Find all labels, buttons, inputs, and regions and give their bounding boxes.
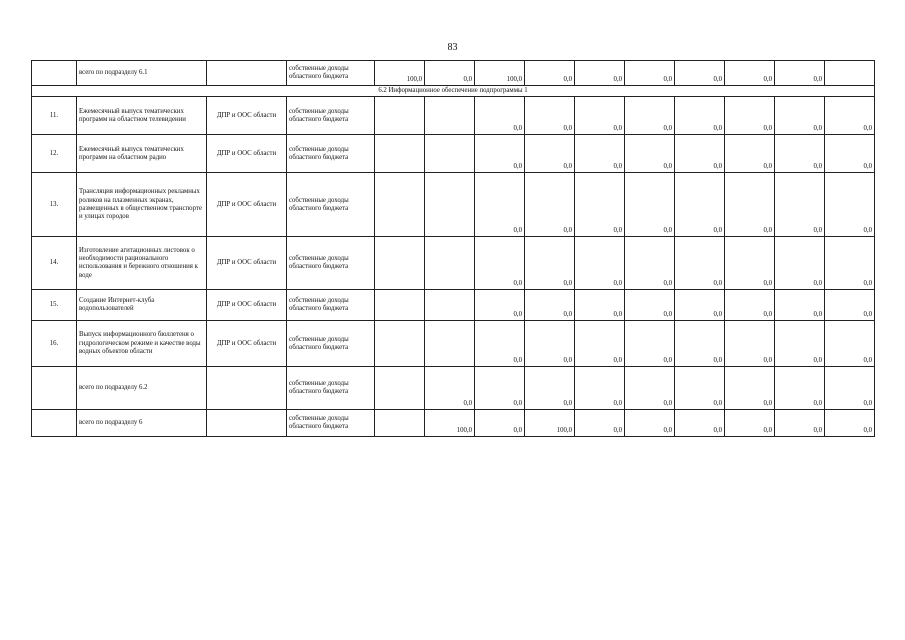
table-row bbox=[32, 135, 875, 173]
row-source: собственные доходы областного бюджета bbox=[287, 97, 375, 135]
value-cell: 0,0 bbox=[475, 97, 525, 135]
row-name: всего по подразделу 6.2 bbox=[77, 367, 207, 410]
value-cell: 0,0 bbox=[725, 410, 775, 437]
value-cell: 0,0 bbox=[775, 173, 825, 237]
value-cell: 0,0 bbox=[575, 61, 625, 86]
row-org bbox=[207, 367, 287, 410]
value-cell bbox=[375, 237, 425, 290]
value-cell bbox=[375, 367, 425, 410]
value-cell: 0,0 bbox=[625, 97, 675, 135]
value-cell: 0,0 bbox=[525, 173, 575, 237]
row-number: 12. bbox=[32, 135, 77, 173]
total-row bbox=[32, 410, 875, 437]
table-row bbox=[32, 321, 875, 367]
row-source: собственные доходы областного бюджета bbox=[287, 290, 375, 321]
row-name: Создание Интернет-клуба водопользователей bbox=[77, 290, 207, 321]
value-cell: 0,0 bbox=[525, 135, 575, 173]
table-row bbox=[32, 290, 875, 321]
value-cell: 100,0 bbox=[475, 61, 525, 86]
value-cell bbox=[425, 135, 475, 173]
value-cell: 0,0 bbox=[575, 367, 625, 410]
value-cell: 0,0 bbox=[525, 237, 575, 290]
value-cell: 0,0 bbox=[575, 97, 625, 135]
row-org bbox=[207, 61, 287, 86]
value-cell: 0,0 bbox=[625, 290, 675, 321]
value-cell: 0,0 bbox=[425, 61, 475, 86]
value-cell: 0,0 bbox=[775, 97, 825, 135]
value-cell: 0,0 bbox=[775, 321, 825, 367]
row-number: 11. bbox=[32, 97, 77, 135]
row-org: ДПР и ООС области bbox=[207, 173, 287, 237]
value-cell: 0,0 bbox=[525, 367, 575, 410]
row-number: 16. bbox=[32, 321, 77, 367]
value-cell: 0,0 bbox=[675, 237, 725, 290]
row-org: ДПР и ООС области bbox=[207, 97, 287, 135]
value-cell: 0,0 bbox=[475, 237, 525, 290]
value-cell: 0,0 bbox=[725, 367, 775, 410]
row-name: Трансляция информационных рекламных роликов на плазменных экранах, размещенных в общественном транспорте и улицах городов bbox=[77, 173, 207, 237]
value-cell: 0,0 bbox=[675, 173, 725, 237]
value-cell: 0,0 bbox=[825, 173, 875, 237]
value-cell: 0,0 bbox=[775, 237, 825, 290]
value-cell bbox=[375, 97, 425, 135]
row-number: 13. bbox=[32, 173, 77, 237]
value-cell: 0,0 bbox=[575, 410, 625, 437]
value-cell bbox=[375, 321, 425, 367]
value-cell: 0,0 bbox=[675, 410, 725, 437]
value-cell: 0,0 bbox=[575, 321, 625, 367]
value-cell: 0,0 bbox=[475, 173, 525, 237]
row-name: Ежемесячный выпуск тематических программ на областном радио bbox=[77, 135, 207, 173]
value-cell: 0,0 bbox=[675, 321, 725, 367]
value-cell: 0,0 bbox=[775, 410, 825, 437]
value-cell: 0,0 bbox=[825, 290, 875, 321]
value-cell: 0,0 bbox=[575, 135, 625, 173]
value-cell: 0,0 bbox=[725, 290, 775, 321]
row-number: 15. bbox=[32, 290, 77, 321]
value-cell: 0,0 bbox=[675, 290, 725, 321]
value-cell: 0,0 bbox=[825, 97, 875, 135]
subtotal-row bbox=[32, 367, 875, 410]
row-name: Изготовление агитационных листовок о необходимости рационального использования и бережного отношения к воде bbox=[77, 237, 207, 290]
value-cell bbox=[425, 237, 475, 290]
value-cell: 0,0 bbox=[675, 61, 725, 86]
value-cell: 0,0 bbox=[775, 61, 825, 86]
row-source: собственные доходы областного бюджета bbox=[287, 135, 375, 173]
row-number bbox=[32, 410, 77, 437]
value-cell bbox=[375, 410, 425, 437]
row-number bbox=[32, 61, 77, 86]
row-org: ДПР и ООС области bbox=[207, 135, 287, 173]
value-cell: 0,0 bbox=[825, 367, 875, 410]
value-cell: 0,0 bbox=[725, 135, 775, 173]
value-cell: 0,0 bbox=[625, 173, 675, 237]
value-cell: 0,0 bbox=[725, 173, 775, 237]
value-cell: 0,0 bbox=[475, 290, 525, 321]
row-org: ДПР и ООС области bbox=[207, 321, 287, 367]
value-cell bbox=[825, 61, 875, 86]
row-source: собственные доходы областного бюджета bbox=[287, 410, 375, 437]
value-cell bbox=[375, 290, 425, 321]
value-cell bbox=[425, 173, 475, 237]
value-cell bbox=[425, 290, 475, 321]
value-cell: 0,0 bbox=[675, 135, 725, 173]
value-cell: 100,0 bbox=[425, 410, 475, 437]
table-row bbox=[32, 97, 875, 135]
value-cell: 0,0 bbox=[475, 135, 525, 173]
row-number: 14. bbox=[32, 237, 77, 290]
value-cell: 0,0 bbox=[725, 61, 775, 86]
value-cell: 0,0 bbox=[775, 135, 825, 173]
row-source: собственные доходы областного бюджета bbox=[287, 237, 375, 290]
value-cell: 100,0 bbox=[375, 61, 425, 86]
value-cell: 0,0 bbox=[675, 367, 725, 410]
row-org: ДПР и ООС области bbox=[207, 290, 287, 321]
value-cell: 0,0 bbox=[525, 321, 575, 367]
section-heading: 6.2 Информационное обеспечение подпрограммы 1 bbox=[32, 86, 875, 97]
value-cell: 0,0 bbox=[775, 290, 825, 321]
value-cell: 0,0 bbox=[725, 321, 775, 367]
value-cell: 0,0 bbox=[475, 410, 525, 437]
table-row bbox=[32, 61, 875, 86]
value-cell bbox=[425, 321, 475, 367]
value-cell: 0,0 bbox=[625, 237, 675, 290]
value-cell: 0,0 bbox=[575, 237, 625, 290]
row-name: всего по подразделу 6 bbox=[77, 410, 207, 437]
table-row bbox=[32, 237, 875, 290]
value-cell: 0,0 bbox=[725, 97, 775, 135]
value-cell: 0,0 bbox=[575, 173, 625, 237]
value-cell: 0,0 bbox=[525, 61, 575, 86]
value-cell: 0,0 bbox=[825, 237, 875, 290]
row-source: собственные доходы областного бюджета bbox=[287, 367, 375, 410]
value-cell: 0,0 bbox=[525, 97, 575, 135]
row-org bbox=[207, 410, 287, 437]
row-name: Ежемесячный выпуск тематических программ на областном телевидении bbox=[77, 97, 207, 135]
value-cell: 0,0 bbox=[625, 367, 675, 410]
table-row bbox=[32, 173, 875, 237]
value-cell: 0,0 bbox=[625, 61, 675, 86]
row-number bbox=[32, 367, 77, 410]
value-cell bbox=[375, 135, 425, 173]
value-cell: 0,0 bbox=[625, 321, 675, 367]
page-number: 83 bbox=[447, 42, 458, 53]
row-org: ДПР и ООС области bbox=[207, 237, 287, 290]
value-cell: 100,0 bbox=[525, 410, 575, 437]
value-cell: 0,0 bbox=[525, 290, 575, 321]
value-cell: 0,0 bbox=[775, 367, 825, 410]
value-cell: 0,0 bbox=[675, 97, 725, 135]
row-name: всего по подразделу 6.1 bbox=[77, 61, 207, 86]
value-cell: 0,0 bbox=[575, 290, 625, 321]
value-cell: 0,0 bbox=[625, 135, 675, 173]
row-source: собственные доходы областного бюджета bbox=[287, 173, 375, 237]
value-cell: 0,0 bbox=[475, 321, 525, 367]
value-cell: 0,0 bbox=[825, 321, 875, 367]
budget-table bbox=[31, 60, 875, 437]
value-cell: 0,0 bbox=[425, 367, 475, 410]
row-name: Выпуск информационного бюллетеня о гидрологическом режиме и качестве воды водных объектов области bbox=[77, 321, 207, 367]
value-cell: 0,0 bbox=[625, 410, 675, 437]
value-cell: 0,0 bbox=[475, 367, 525, 410]
value-cell: 0,0 bbox=[725, 237, 775, 290]
value-cell: 0,0 bbox=[825, 135, 875, 173]
value-cell bbox=[425, 97, 475, 135]
value-cell: 0,0 bbox=[825, 410, 875, 437]
row-source: собственные доходы областного бюджета bbox=[287, 61, 375, 86]
value-cell bbox=[375, 173, 425, 237]
section-heading-row bbox=[32, 86, 875, 97]
row-source: собственные доходы областного бюджета bbox=[287, 321, 375, 367]
